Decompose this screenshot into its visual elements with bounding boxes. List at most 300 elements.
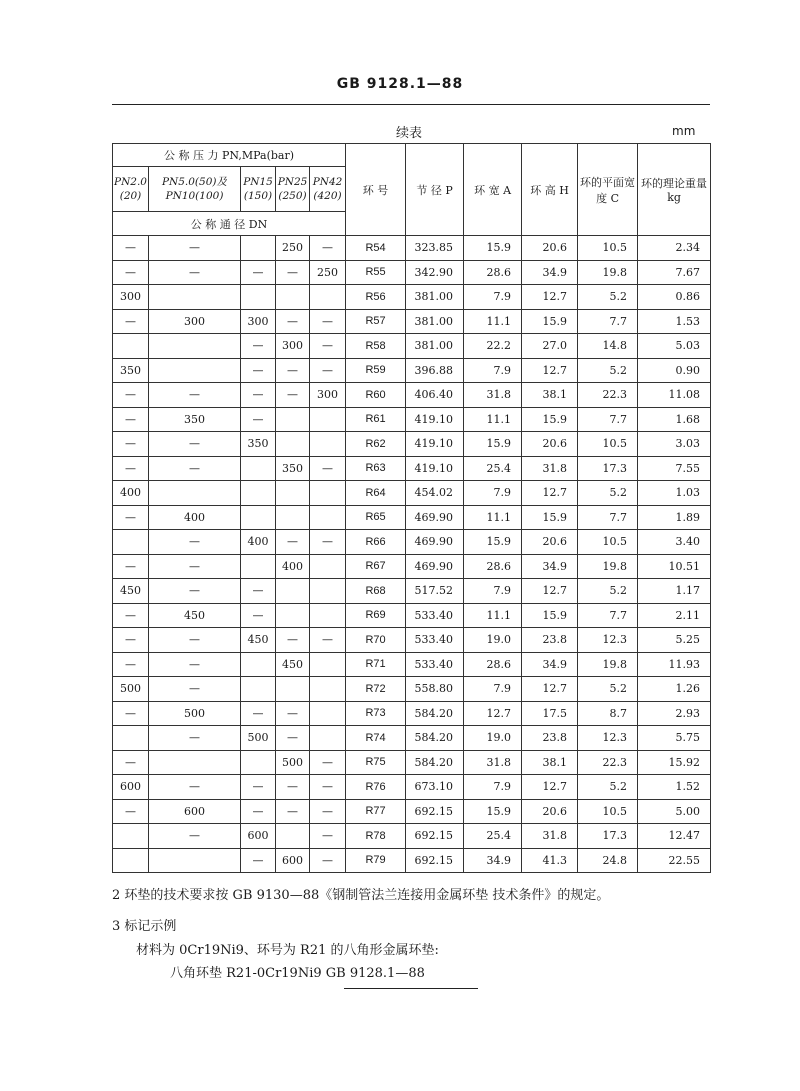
pn150-cell: 350 xyxy=(241,432,276,457)
ring-no-cell: R77 xyxy=(346,799,406,824)
pn50-100-cell xyxy=(149,358,241,383)
table-row xyxy=(113,309,711,334)
pn20-cell: — xyxy=(113,260,149,285)
pn150-cell: 500 xyxy=(241,726,276,751)
pitch-cell: 381.00 xyxy=(406,334,464,359)
width-cell: 19.0 xyxy=(464,628,522,653)
width-cell: 11.1 xyxy=(464,505,522,530)
table-row xyxy=(113,334,711,359)
pn420-cell xyxy=(310,432,346,457)
pn420-cell: — xyxy=(310,750,346,775)
flat-width-cell: 8.7 xyxy=(578,701,638,726)
pn50-100-cell: — xyxy=(149,383,241,408)
width-cell: 7.9 xyxy=(464,358,522,383)
header-weight: 环的理论重量 kg xyxy=(638,144,711,236)
flat-width-cell: 22.3 xyxy=(578,750,638,775)
pn420-cell: — xyxy=(310,628,346,653)
table-unit: mm xyxy=(672,124,696,138)
pitch-cell: 692.15 xyxy=(406,824,464,849)
width-cell: 25.4 xyxy=(464,824,522,849)
pn50-100-cell: — xyxy=(149,432,241,457)
pn50-100-cell: — xyxy=(149,726,241,751)
pn150-cell: — xyxy=(241,775,276,800)
pn50-100-cell: — xyxy=(149,579,241,604)
header-pn150: PN15 (150) xyxy=(241,167,276,212)
table-row xyxy=(113,358,711,383)
height-cell: 23.8 xyxy=(522,628,578,653)
pn20-cell xyxy=(113,530,149,555)
height-cell: 31.8 xyxy=(522,824,578,849)
weight-cell: 7.55 xyxy=(638,456,711,481)
pn420-cell xyxy=(310,603,346,628)
pn50-100-cell: — xyxy=(149,260,241,285)
table-row xyxy=(113,628,711,653)
table-row xyxy=(113,824,711,849)
pn420-cell: — xyxy=(310,530,346,555)
flat-width-cell: 12.3 xyxy=(578,628,638,653)
pitch-cell: 381.00 xyxy=(406,309,464,334)
pn420-cell: — xyxy=(310,775,346,800)
flat-width-cell: 7.7 xyxy=(578,505,638,530)
flat-width-cell: 10.5 xyxy=(578,236,638,261)
weight-cell: 2.93 xyxy=(638,701,711,726)
weight-cell: 1.68 xyxy=(638,407,711,432)
table-body xyxy=(113,236,711,873)
weight-cell: 10.51 xyxy=(638,554,711,579)
pn20-cell: — xyxy=(113,554,149,579)
weight-cell: 7.67 xyxy=(638,260,711,285)
flat-width-cell: 5.2 xyxy=(578,481,638,506)
pn150-cell: — xyxy=(241,383,276,408)
pn20-cell xyxy=(113,848,149,873)
weight-cell: 5.75 xyxy=(638,726,711,751)
ring-no-cell: R55 xyxy=(346,260,406,285)
flat-width-cell: 10.5 xyxy=(578,432,638,457)
header-pn50-100: PN5.0(50)及 PN10(100) xyxy=(149,167,241,212)
pn150-cell xyxy=(241,677,276,702)
pn20-cell: — xyxy=(113,236,149,261)
pn20-cell: — xyxy=(113,799,149,824)
ring-no-cell: R64 xyxy=(346,481,406,506)
pn50-100-cell: 400 xyxy=(149,505,241,530)
pn250-cell: — xyxy=(276,530,310,555)
ring-no-cell: R58 xyxy=(346,334,406,359)
width-cell: 28.6 xyxy=(464,260,522,285)
pn250-cell xyxy=(276,285,310,310)
ring-no-cell: R60 xyxy=(346,383,406,408)
pn50-100-cell xyxy=(149,750,241,775)
pn250-cell xyxy=(276,824,310,849)
weight-cell: 22.55 xyxy=(638,848,711,873)
pn250-cell xyxy=(276,505,310,530)
pn20-cell xyxy=(113,726,149,751)
pn150-cell: — xyxy=(241,407,276,432)
pn250-cell: 350 xyxy=(276,456,310,481)
weight-cell: 5.25 xyxy=(638,628,711,653)
pn20-cell: — xyxy=(113,750,149,775)
pn150-cell: 300 xyxy=(241,309,276,334)
pn20-cell: 400 xyxy=(113,481,149,506)
pn420-cell: — xyxy=(310,309,346,334)
pitch-cell: 533.40 xyxy=(406,603,464,628)
pn420-cell xyxy=(310,726,346,751)
ring-no-cell: R74 xyxy=(346,726,406,751)
pn50-100-cell: — xyxy=(149,456,241,481)
height-cell: 12.7 xyxy=(522,481,578,506)
pn50-100-cell: 300 xyxy=(149,309,241,334)
header-height: 环 高 H xyxy=(522,144,578,236)
pn420-cell: — xyxy=(310,236,346,261)
header-flat-width: 环的平面宽度 C xyxy=(578,144,638,236)
weight-cell: 1.89 xyxy=(638,505,711,530)
pn20-cell: — xyxy=(113,505,149,530)
ring-gasket-table xyxy=(112,143,711,873)
height-cell: 17.5 xyxy=(522,701,578,726)
header-pn250: PN25 (250) xyxy=(276,167,310,212)
height-cell: 12.7 xyxy=(522,285,578,310)
pn420-cell: 300 xyxy=(310,383,346,408)
weight-cell: 0.90 xyxy=(638,358,711,383)
pn150-cell xyxy=(241,505,276,530)
pn250-cell xyxy=(276,481,310,506)
header-pn20: PN2.0 (20) xyxy=(113,167,149,212)
height-cell: 20.6 xyxy=(522,236,578,261)
table-row xyxy=(113,799,711,824)
pitch-cell: 673.10 xyxy=(406,775,464,800)
pn50-100-cell: — xyxy=(149,677,241,702)
pitch-cell: 342.90 xyxy=(406,260,464,285)
width-cell: 7.9 xyxy=(464,775,522,800)
height-cell: 15.9 xyxy=(522,603,578,628)
width-cell: 15.9 xyxy=(464,530,522,555)
pn150-cell: — xyxy=(241,579,276,604)
table-row xyxy=(113,407,711,432)
width-cell: 28.6 xyxy=(464,554,522,579)
weight-cell: 1.03 xyxy=(638,481,711,506)
pn50-100-cell: 500 xyxy=(149,701,241,726)
flat-width-cell: 14.8 xyxy=(578,334,638,359)
footer-rule xyxy=(344,988,478,989)
pn50-100-cell: — xyxy=(149,530,241,555)
flat-width-cell: 17.3 xyxy=(578,456,638,481)
pn420-cell: — xyxy=(310,334,346,359)
pn50-100-cell: — xyxy=(149,554,241,579)
pitch-cell: 454.02 xyxy=(406,481,464,506)
header-dn: 公 称 通 径 DN xyxy=(113,212,346,236)
pn150-cell xyxy=(241,456,276,481)
width-cell: 11.1 xyxy=(464,309,522,334)
pn420-cell: — xyxy=(310,456,346,481)
pn50-100-cell xyxy=(149,848,241,873)
table-row xyxy=(113,481,711,506)
pn20-cell: 350 xyxy=(113,358,149,383)
pn250-cell xyxy=(276,407,310,432)
pn20-cell xyxy=(113,334,149,359)
ring-no-cell: R69 xyxy=(346,603,406,628)
pitch-cell: 584.20 xyxy=(406,726,464,751)
weight-cell: 11.08 xyxy=(638,383,711,408)
height-cell: 12.7 xyxy=(522,677,578,702)
pitch-cell: 419.10 xyxy=(406,456,464,481)
pn150-cell: 400 xyxy=(241,530,276,555)
pn20-cell: 450 xyxy=(113,579,149,604)
pn50-100-cell: — xyxy=(149,824,241,849)
pn250-cell: — xyxy=(276,309,310,334)
pn420-cell xyxy=(310,407,346,432)
height-cell: 12.7 xyxy=(522,775,578,800)
width-cell: 7.9 xyxy=(464,579,522,604)
table-row xyxy=(113,530,711,555)
height-cell: 20.6 xyxy=(522,799,578,824)
weight-cell: 5.03 xyxy=(638,334,711,359)
pn50-100-cell: — xyxy=(149,775,241,800)
weight-cell: 15.92 xyxy=(638,750,711,775)
weight-cell: 2.11 xyxy=(638,603,711,628)
ring-no-cell: R75 xyxy=(346,750,406,775)
pn20-cell: — xyxy=(113,383,149,408)
pn250-cell: 600 xyxy=(276,848,310,873)
flat-width-cell: 22.3 xyxy=(578,383,638,408)
pn150-cell xyxy=(241,750,276,775)
flat-width-cell: 5.2 xyxy=(578,677,638,702)
pn420-cell xyxy=(310,701,346,726)
flat-width-cell: 5.2 xyxy=(578,775,638,800)
pn250-cell: — xyxy=(276,799,310,824)
pn150-cell xyxy=(241,554,276,579)
pitch-cell: 469.90 xyxy=(406,505,464,530)
pn50-100-cell: 450 xyxy=(149,603,241,628)
ring-no-cell: R57 xyxy=(346,309,406,334)
pn150-cell: — xyxy=(241,334,276,359)
ring-no-cell: R67 xyxy=(346,554,406,579)
flat-width-cell: 7.7 xyxy=(578,603,638,628)
width-cell: 15.9 xyxy=(464,432,522,457)
pn150-cell: 600 xyxy=(241,824,276,849)
pn150-cell: — xyxy=(241,358,276,383)
table-row xyxy=(113,848,711,873)
pn420-cell xyxy=(310,554,346,579)
pn250-cell: 300 xyxy=(276,334,310,359)
ring-no-cell: R68 xyxy=(346,579,406,604)
pn250-cell: — xyxy=(276,383,310,408)
table-row xyxy=(113,260,711,285)
pn50-100-cell: — xyxy=(149,628,241,653)
table-row xyxy=(113,677,711,702)
pn250-cell: 400 xyxy=(276,554,310,579)
table-row xyxy=(113,726,711,751)
width-cell: 31.8 xyxy=(464,383,522,408)
pitch-cell: 469.90 xyxy=(406,530,464,555)
header-width: 环 宽 A xyxy=(464,144,522,236)
pn50-100-cell: 600 xyxy=(149,799,241,824)
pitch-cell: 558.80 xyxy=(406,677,464,702)
flat-width-cell: 10.5 xyxy=(578,799,638,824)
width-cell: 15.9 xyxy=(464,236,522,261)
width-cell: 19.0 xyxy=(464,726,522,751)
width-cell: 22.2 xyxy=(464,334,522,359)
pn420-cell: — xyxy=(310,848,346,873)
note-3-title: 3 标记示例 xyxy=(112,919,177,934)
flat-width-cell: 19.8 xyxy=(578,652,638,677)
pn420-cell xyxy=(310,285,346,310)
width-cell: 28.6 xyxy=(464,652,522,677)
height-cell: 15.9 xyxy=(522,309,578,334)
pitch-cell: 323.85 xyxy=(406,236,464,261)
pn20-cell: — xyxy=(113,652,149,677)
pn420-cell xyxy=(310,505,346,530)
flat-width-cell: 10.5 xyxy=(578,530,638,555)
weight-cell: 12.47 xyxy=(638,824,711,849)
pn420-cell xyxy=(310,677,346,702)
flat-width-cell: 7.7 xyxy=(578,407,638,432)
height-cell: 41.3 xyxy=(522,848,578,873)
width-cell: 11.1 xyxy=(464,603,522,628)
pn20-cell: — xyxy=(113,309,149,334)
pn150-cell: 450 xyxy=(241,628,276,653)
pn50-100-cell xyxy=(149,334,241,359)
pn20-cell: 300 xyxy=(113,285,149,310)
ring-no-cell: R72 xyxy=(346,677,406,702)
flat-width-cell: 7.7 xyxy=(578,309,638,334)
pitch-cell: 396.88 xyxy=(406,358,464,383)
width-cell: 7.9 xyxy=(464,285,522,310)
pn250-cell xyxy=(276,603,310,628)
pn150-cell xyxy=(241,236,276,261)
pn50-100-cell: — xyxy=(149,236,241,261)
table-row xyxy=(113,775,711,800)
table-row xyxy=(113,750,711,775)
width-cell: 7.9 xyxy=(464,677,522,702)
pn50-100-cell: — xyxy=(149,652,241,677)
height-cell: 20.6 xyxy=(522,432,578,457)
weight-cell: 1.52 xyxy=(638,775,711,800)
height-cell: 38.1 xyxy=(522,383,578,408)
table-row xyxy=(113,456,711,481)
pn150-cell: — xyxy=(241,799,276,824)
pn420-cell xyxy=(310,579,346,604)
ring-no-cell: R71 xyxy=(346,652,406,677)
pn150-cell: — xyxy=(241,701,276,726)
pn20-cell: — xyxy=(113,407,149,432)
flat-width-cell: 5.2 xyxy=(578,285,638,310)
pn20-cell xyxy=(113,824,149,849)
pn250-cell: 500 xyxy=(276,750,310,775)
pn250-cell xyxy=(276,432,310,457)
pn420-cell: — xyxy=(310,824,346,849)
pn420-cell: 250 xyxy=(310,260,346,285)
flat-width-cell: 17.3 xyxy=(578,824,638,849)
table-row xyxy=(113,432,711,457)
height-cell: 15.9 xyxy=(522,407,578,432)
flat-width-cell: 19.8 xyxy=(578,554,638,579)
ring-no-cell: R56 xyxy=(346,285,406,310)
pn150-cell: — xyxy=(241,603,276,628)
pn20-cell: — xyxy=(113,628,149,653)
weight-cell: 3.03 xyxy=(638,432,711,457)
pn150-cell: — xyxy=(241,260,276,285)
pitch-cell: 469.90 xyxy=(406,554,464,579)
height-cell: 23.8 xyxy=(522,726,578,751)
weight-cell: 3.40 xyxy=(638,530,711,555)
table-row xyxy=(113,383,711,408)
header-pressure-group: 公 称 压 力 PN,MPa(bar) xyxy=(113,144,346,167)
pn420-cell xyxy=(310,652,346,677)
width-cell: 12.7 xyxy=(464,701,522,726)
weight-cell: 0.86 xyxy=(638,285,711,310)
height-cell: 15.9 xyxy=(522,505,578,530)
table-row xyxy=(113,505,711,530)
pn20-cell: — xyxy=(113,701,149,726)
pn250-cell: — xyxy=(276,358,310,383)
table-row xyxy=(113,579,711,604)
ring-no-cell: R66 xyxy=(346,530,406,555)
pn150-cell xyxy=(241,481,276,506)
pn20-cell: 500 xyxy=(113,677,149,702)
height-cell: 20.6 xyxy=(522,530,578,555)
ring-no-cell: R63 xyxy=(346,456,406,481)
weight-cell: 1.26 xyxy=(638,677,711,702)
width-cell: 31.8 xyxy=(464,750,522,775)
width-cell: 11.1 xyxy=(464,407,522,432)
pn250-cell: — xyxy=(276,775,310,800)
header-pitch: 节 径 P xyxy=(406,144,464,236)
height-cell: 27.0 xyxy=(522,334,578,359)
table-caption: 续表 xyxy=(396,126,423,141)
flat-width-cell: 5.2 xyxy=(578,358,638,383)
width-cell: 7.9 xyxy=(464,481,522,506)
table-row xyxy=(113,652,711,677)
table-row xyxy=(113,236,711,261)
ring-no-cell: R65 xyxy=(346,505,406,530)
table-row xyxy=(113,603,711,628)
pn420-cell: — xyxy=(310,358,346,383)
weight-cell: 2.34 xyxy=(638,236,711,261)
pn420-cell: — xyxy=(310,799,346,824)
pitch-cell: 419.10 xyxy=(406,432,464,457)
pn250-cell: — xyxy=(276,628,310,653)
flat-width-cell: 19.8 xyxy=(578,260,638,285)
pitch-cell: 692.15 xyxy=(406,799,464,824)
height-cell: 12.7 xyxy=(522,579,578,604)
ring-no-cell: R61 xyxy=(346,407,406,432)
width-cell: 25.4 xyxy=(464,456,522,481)
flat-width-cell: 24.8 xyxy=(578,848,638,873)
table-row xyxy=(113,701,711,726)
header-pn420: PN42 (420) xyxy=(310,167,346,212)
pitch-cell: 533.40 xyxy=(406,628,464,653)
header-rule xyxy=(112,104,710,105)
pn250-cell: — xyxy=(276,726,310,751)
pn20-cell: — xyxy=(113,456,149,481)
pn250-cell: 450 xyxy=(276,652,310,677)
weight-cell: 5.00 xyxy=(638,799,711,824)
pn250-cell xyxy=(276,579,310,604)
height-cell: 38.1 xyxy=(522,750,578,775)
pn20-cell: — xyxy=(113,432,149,457)
height-cell: 34.9 xyxy=(522,260,578,285)
weight-cell: 1.53 xyxy=(638,309,711,334)
height-cell: 34.9 xyxy=(522,652,578,677)
ring-no-cell: R76 xyxy=(346,775,406,800)
pn250-cell: — xyxy=(276,701,310,726)
ring-no-cell: R54 xyxy=(346,236,406,261)
ring-no-cell: R78 xyxy=(346,824,406,849)
pitch-cell: 419.10 xyxy=(406,407,464,432)
ring-no-cell: R73 xyxy=(346,701,406,726)
note-3-line-1: 材料为 0Cr19Ni9、环号为 R21 的八角形金属环垫: xyxy=(136,943,439,958)
pn50-100-cell: 350 xyxy=(149,407,241,432)
pn20-cell: — xyxy=(113,603,149,628)
